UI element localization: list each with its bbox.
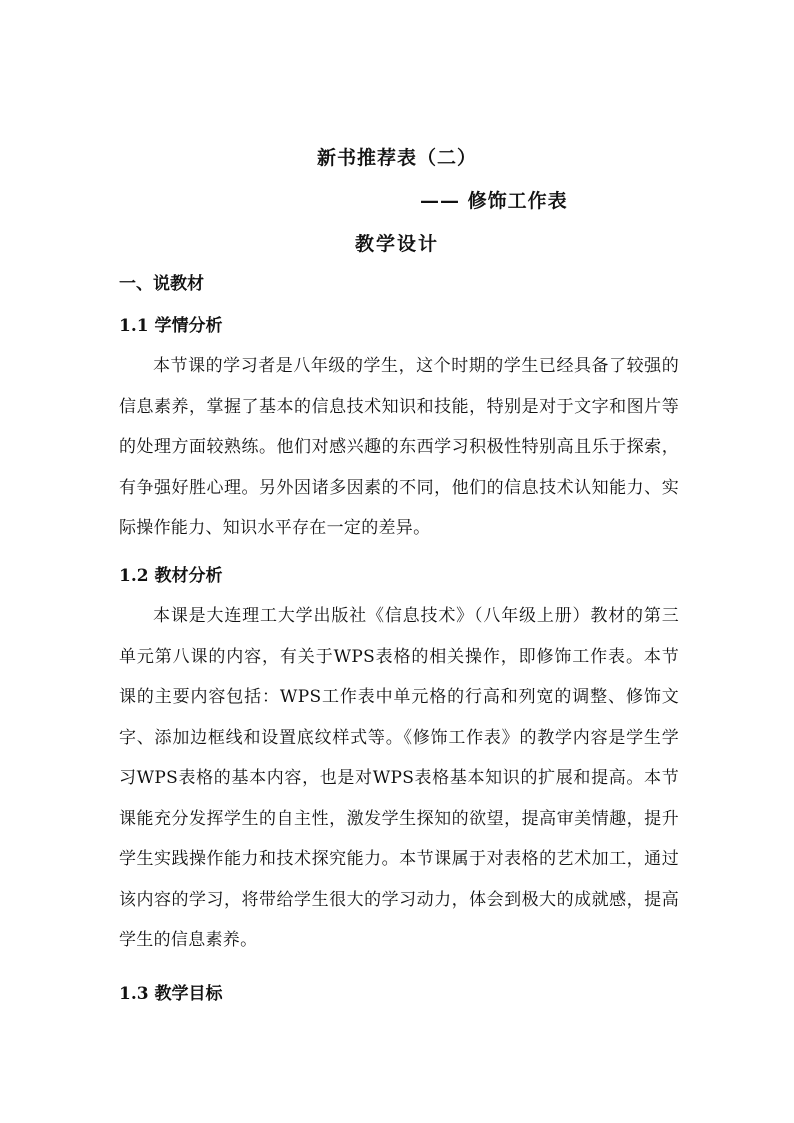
- paragraph-learner-analysis: 本节课的学习者是八年级的学生，这个时期的学生已经具备了较强的信息素养，掌握了基本的信息技术知识和技能，特别是对于文字和图片等的处理方面较熟练。他们对感兴趣的东西学习积极性特别高且乐于探索，有争强好胜心理。另外因诸多因素的不同，他们的信息技术认知能力、实际操作能力、知识水平存在一定的差异。: [119, 356, 679, 538]
- section-heading-textbook-analysis: 1.2 教材分析: [119, 566, 223, 586]
- section-heading-teaching-goals: 1.3 教学目标: [119, 984, 223, 1004]
- section-heading-textbook: 一、说教材: [119, 274, 204, 294]
- document-subtitle: —— 修饰工作表: [420, 190, 568, 212]
- paragraph-textbook-analysis: 本课是大连理工大学出版社《信息技术》（八年级上册）教材的第三单元第八课的内容，有关于WPS表格的相关操作，即修饰工作表。本节课的主要内容包括：WPS工作表中单元格的行高和列宽的调整、修饰文字、添加边框线和设置底纹样式等。《修饰工作表》的教学内容是学生学习WPS表格的基本内容，也是对WPS表格基本知识的扩展和提高。本节课能充分发挥学生的自主性，激发学生探知的欲望，提高审美情趣，提升学生实践操作能力和技术探究能力。本节课属于对表格的艺术加工，通过该内容的学习，将带给学生很大的学习动力，体会到极大的成就感，提高学生的信息素养。: [119, 606, 679, 950]
- section-heading-learner-analysis: 1.1 学情分析: [119, 316, 223, 336]
- document-title: 新书推荐表（二）: [316, 147, 477, 169]
- design-title: 教学设计: [354, 233, 439, 255]
